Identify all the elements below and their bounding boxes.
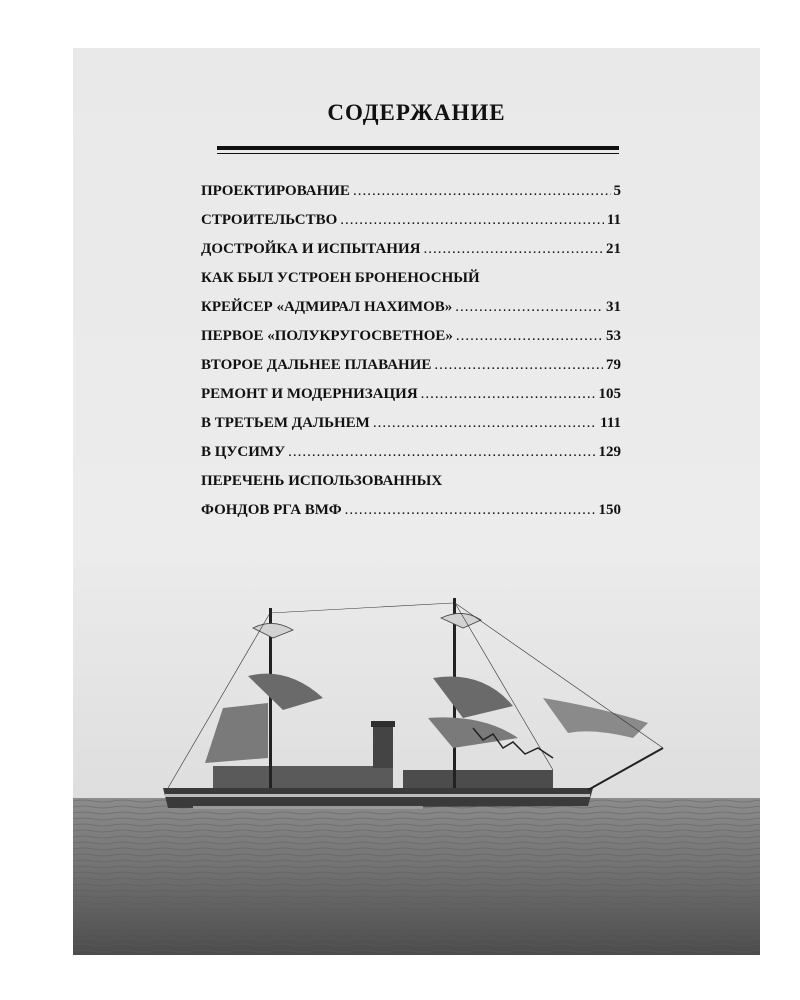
toc-leader-dots <box>434 357 603 374</box>
toc-entry-page: 150 <box>598 502 621 518</box>
toc-entry <box>201 183 621 212</box>
title-rule-thin <box>217 153 619 154</box>
toc-entry-page: 111 <box>600 415 621 431</box>
toc-entry <box>201 270 621 299</box>
cruiser-photo <box>73 558 760 955</box>
toc-entry-title: В ТРЕТЬЕМ ДАЛЬНЕМ <box>201 415 370 431</box>
toc-entry-title: КРЕЙСЕР «АДМИРАЛ НАХИМОВ» <box>201 299 453 315</box>
book-page <box>73 48 760 955</box>
toc-entry <box>201 415 621 444</box>
toc-entry <box>201 502 621 531</box>
toc-leader-dots <box>421 386 596 403</box>
toc-entry-title: ПЕРЕЧЕНЬ ИСПОЛЬЗОВАННЫХ <box>201 473 443 489</box>
toc-entry-title: ВТОРОЕ ДАЛЬНЕЕ ПЛАВАНИЕ <box>201 357 432 373</box>
page-title: СОДЕРЖАНИЕ <box>327 100 506 125</box>
toc-entry-title: ФОНДОВ РГА ВМФ <box>201 502 342 518</box>
toc-entry-title: В ЦУСИМУ <box>201 444 286 460</box>
toc-entry-page: 31 <box>606 299 621 315</box>
toc-entry-title: РЕМОНТ И МОДЕРНИЗАЦИЯ <box>201 386 418 402</box>
toc-entry-page: 129 <box>598 444 621 460</box>
toc-entry <box>201 212 621 241</box>
toc-entry <box>201 328 621 357</box>
toc-entry-page: 105 <box>598 386 621 402</box>
toc-leader-dots <box>340 212 604 229</box>
toc-entry-page: 21 <box>606 241 621 257</box>
toc-entry <box>201 444 621 473</box>
toc-entry-page: 79 <box>606 357 621 373</box>
toc-entry-title: ДОСТРОЙКА И ИСПЫТАНИЯ <box>201 241 421 257</box>
toc-entry-title: СТРОИТЕЛЬСТВО <box>201 212 338 228</box>
toc-entry <box>201 357 621 386</box>
toc-entry-page: 11 <box>606 212 621 228</box>
cruiser-illustration <box>73 558 760 955</box>
sky <box>73 558 760 798</box>
toc-entry-page: 5 <box>613 183 621 199</box>
toc-entry <box>201 241 621 270</box>
title-rule-thick <box>217 146 619 150</box>
toc-entry-title: ПРОЕКТИРОВАНИЕ <box>201 183 350 199</box>
toc-leader-dots <box>373 415 597 432</box>
toc-entry <box>201 299 621 328</box>
toc-leader-dots <box>423 241 603 258</box>
table-of-contents <box>201 183 621 531</box>
toc-entry <box>201 473 621 502</box>
toc-leader-dots <box>345 502 596 519</box>
toc-entry <box>201 386 621 415</box>
toc-leader-dots <box>455 299 603 316</box>
toc-leader-dots <box>288 444 595 461</box>
toc-entry-page: 53 <box>606 328 621 344</box>
toc-leader-dots <box>353 183 611 200</box>
toc-leader-dots <box>456 328 603 345</box>
toc-entry-title: ПЕРВОЕ «ПОЛУКРУГОСВЕТНОЕ» <box>201 328 453 344</box>
toc-entry-title: КАК БЫЛ УСТРОЕН БРОНЕНОСНЫЙ <box>201 270 480 286</box>
